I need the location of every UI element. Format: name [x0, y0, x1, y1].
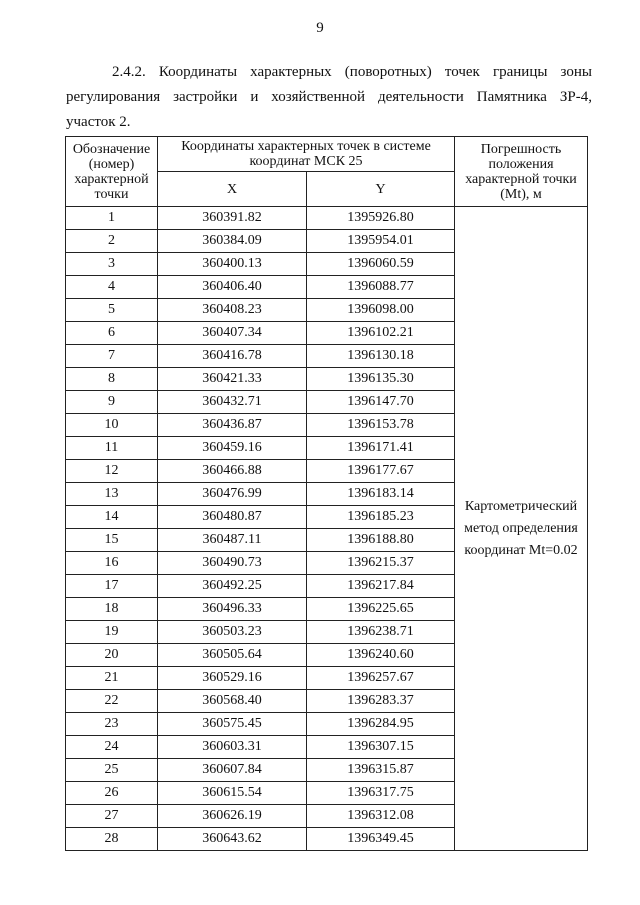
- point-number-cell: 22: [66, 690, 158, 713]
- point-number-cell: 28: [66, 828, 158, 851]
- y-coordinate-cell: 1396240.60: [307, 644, 455, 667]
- x-coordinate-cell: 360503.23: [158, 621, 307, 644]
- y-coordinate-cell: 1396284.95: [307, 713, 455, 736]
- x-coordinate-cell: 360400.13: [158, 253, 307, 276]
- y-coordinate-cell: 1396238.71: [307, 621, 455, 644]
- point-number-cell: 27: [66, 805, 158, 828]
- heading-line-1-text: 2.4.2. Координаты характерных (поворотных) точек границы зоны: [112, 64, 592, 80]
- x-coordinate-cell: 360529.16: [158, 667, 307, 690]
- y-coordinate-cell: 1396307.15: [307, 736, 455, 759]
- x-coordinate-cell: 360391.82: [158, 207, 307, 230]
- x-coordinate-cell: 360492.25: [158, 575, 307, 598]
- point-number-cell: 25: [66, 759, 158, 782]
- point-number-cell: 20: [66, 644, 158, 667]
- point-number-cell: 26: [66, 782, 158, 805]
- point-number-cell: 16: [66, 552, 158, 575]
- x-coordinate-cell: 360496.33: [158, 598, 307, 621]
- coordinates-table: [65, 136, 588, 851]
- point-number-cell: 21: [66, 667, 158, 690]
- point-number-cell: 19: [66, 621, 158, 644]
- y-coordinate-cell: 1396102.21: [307, 322, 455, 345]
- x-coordinate-cell: 360575.45: [158, 713, 307, 736]
- x-coordinate-cell: 360626.19: [158, 805, 307, 828]
- y-coordinate-cell: 1396088.77: [307, 276, 455, 299]
- point-number-cell: 2: [66, 230, 158, 253]
- x-coordinate-cell: 360490.73: [158, 552, 307, 575]
- point-number-cell: 24: [66, 736, 158, 759]
- point-number-cell: 15: [66, 529, 158, 552]
- y-coordinate-cell: 1396130.18: [307, 345, 455, 368]
- x-coordinate-cell: 360615.54: [158, 782, 307, 805]
- y-coordinate-cell: 1396315.87: [307, 759, 455, 782]
- accuracy-header: Погрешность положения характерной точки (Mt), м: [455, 137, 588, 207]
- point-number-cell: 5: [66, 299, 158, 322]
- y-coordinate-cell: 1396217.84: [307, 575, 455, 598]
- x-coordinate-cell: 360603.31: [158, 736, 307, 759]
- x-coordinate-cell: 360406.40: [158, 276, 307, 299]
- y-coordinate-cell: 1396283.37: [307, 690, 455, 713]
- point-number-cell: 14: [66, 506, 158, 529]
- y-coordinate-cell: 1396177.67: [307, 460, 455, 483]
- y-coordinate-cell: 1396153.78: [307, 414, 455, 437]
- x-coordinate-cell: 360568.40: [158, 690, 307, 713]
- y-coordinate-cell: 1396185.23: [307, 506, 455, 529]
- x-coordinate-cell: 360416.78: [158, 345, 307, 368]
- x-coordinate-cell: 360436.87: [158, 414, 307, 437]
- y-coordinate-cell: 1396349.45: [307, 828, 455, 851]
- section-heading: [66, 60, 592, 135]
- y-coordinate-cell: 1396147.70: [307, 391, 455, 414]
- y-header: Y: [307, 172, 455, 207]
- point-number-cell: 23: [66, 713, 158, 736]
- x-coordinate-cell: 360432.71: [158, 391, 307, 414]
- x-coordinate-cell: 360487.11: [158, 529, 307, 552]
- y-coordinate-cell: 1395954.01: [307, 230, 455, 253]
- coordinates-header: Координаты характерных точек в системе координат МСК 25: [158, 137, 455, 172]
- heading-line-3: участок 2.: [66, 114, 131, 130]
- coordinates-table-body: [66, 207, 588, 851]
- point-number-cell: 13: [66, 483, 158, 506]
- y-coordinate-cell: 1396188.80: [307, 529, 455, 552]
- point-number-cell: 12: [66, 460, 158, 483]
- x-coordinate-cell: 360421.33: [158, 368, 307, 391]
- point-number-cell: 6: [66, 322, 158, 345]
- y-coordinate-cell: 1396060.59: [307, 253, 455, 276]
- y-coordinate-cell: 1396183.14: [307, 483, 455, 506]
- point-number-cell: 4: [66, 276, 158, 299]
- point-number-cell: 8: [66, 368, 158, 391]
- accuracy-note-cell: Картометрический метод определения координат Mt=0.02: [455, 207, 588, 851]
- x-header: X: [158, 172, 307, 207]
- y-coordinate-cell: 1396135.30: [307, 368, 455, 391]
- x-coordinate-cell: 360384.09: [158, 230, 307, 253]
- point-number-cell: 3: [66, 253, 158, 276]
- y-coordinate-cell: 1396257.67: [307, 667, 455, 690]
- y-coordinate-cell: 1396098.00: [307, 299, 455, 322]
- y-coordinate-cell: 1396317.75: [307, 782, 455, 805]
- point-number-cell: 9: [66, 391, 158, 414]
- x-coordinate-cell: 360476.99: [158, 483, 307, 506]
- x-coordinate-cell: 360607.84: [158, 759, 307, 782]
- point-number-header: Обозначение (номер) характерной точки: [66, 137, 158, 207]
- y-coordinate-cell: 1396215.37: [307, 552, 455, 575]
- x-coordinate-cell: 360408.23: [158, 299, 307, 322]
- y-coordinate-cell: 1395926.80: [307, 207, 455, 230]
- point-number-cell: 17: [66, 575, 158, 598]
- x-coordinate-cell: 360407.34: [158, 322, 307, 345]
- x-coordinate-cell: 360466.88: [158, 460, 307, 483]
- x-coordinate-cell: 360459.16: [158, 437, 307, 460]
- y-coordinate-cell: 1396171.41: [307, 437, 455, 460]
- table-row: [66, 207, 588, 230]
- page-number: 9: [316, 20, 324, 36]
- x-coordinate-cell: 360505.64: [158, 644, 307, 667]
- point-number-cell: 11: [66, 437, 158, 460]
- point-number-cell: 7: [66, 345, 158, 368]
- heading-line-2: регулирования застройки и хозяйственной деятельности Памятника ЗР-4,: [66, 89, 592, 105]
- point-number-cell: 1: [66, 207, 158, 230]
- point-number-cell: 18: [66, 598, 158, 621]
- heading-line-1: [66, 60, 592, 85]
- y-coordinate-cell: 1396312.08: [307, 805, 455, 828]
- point-number-cell: 10: [66, 414, 158, 437]
- y-coordinate-cell: 1396225.65: [307, 598, 455, 621]
- x-coordinate-cell: 360480.87: [158, 506, 307, 529]
- x-coordinate-cell: 360643.62: [158, 828, 307, 851]
